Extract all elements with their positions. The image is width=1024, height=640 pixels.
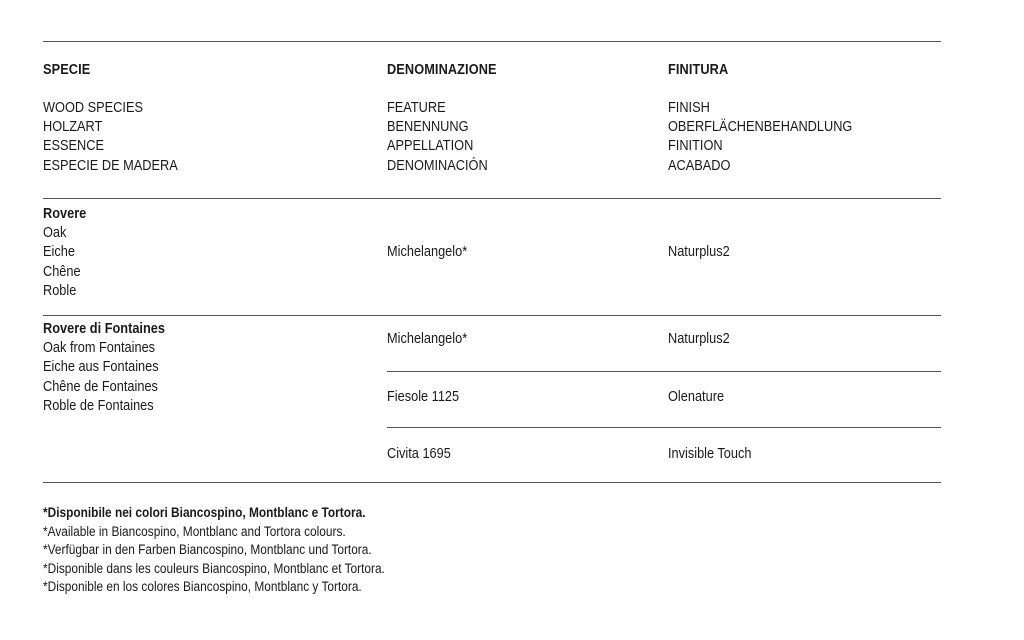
footnote-line: *Disponibile nei colori Biancospino, Montblanc e Tortora. xyxy=(43,505,366,520)
species-name: Rovere xyxy=(43,206,87,222)
feature-cell: Civita 1695 xyxy=(387,446,451,462)
species-translation: Chêne de Fontaines xyxy=(43,378,158,395)
finish-cell: Naturplus2 xyxy=(668,331,730,347)
header-feature-translations xyxy=(387,99,488,176)
feature-cell: Fiesole 1125 xyxy=(387,389,460,405)
header-finish-translation: FINITION xyxy=(668,138,723,155)
species-block-rovere xyxy=(43,205,86,301)
table-top-rule xyxy=(43,41,941,42)
finish-cell: Naturplus2 xyxy=(668,244,730,260)
header-feature-translation: DENOMINACIÓN xyxy=(387,157,488,174)
feature-cell: Michelangelo* xyxy=(387,331,468,347)
species-translation: Roble de Fontaines xyxy=(43,397,154,414)
finish-table-document xyxy=(43,0,941,640)
header-finish-translations xyxy=(668,99,852,176)
species-block-rovere-di-fontaines xyxy=(43,320,165,416)
footnotes xyxy=(43,504,385,597)
finish-cell: Invisible Touch xyxy=(668,446,752,462)
group-divider-rule xyxy=(43,315,941,316)
header-bottom-rule xyxy=(43,198,941,199)
header-species-translation: WOOD SPECIES xyxy=(43,100,143,116)
header-finish-title: FINITURA xyxy=(668,62,729,78)
species-translation: Roble xyxy=(43,282,77,299)
species-translation: Oak xyxy=(43,225,67,242)
header-feature-title: DENOMINAZIONE xyxy=(387,62,497,78)
species-translation: Chêne xyxy=(43,263,81,280)
feature-cell: Michelangelo* xyxy=(387,244,468,260)
species-translation: Eiche aus Fontaines xyxy=(43,359,159,376)
footnote-line: *Disponible en los colores Biancospino, Montblanc y Tortora. xyxy=(43,579,362,595)
header-species-title: SPECIE xyxy=(43,62,91,78)
row-divider-rule xyxy=(387,427,941,428)
footnote-line: *Available in Biancospino, Montblanc and Tortora colours. xyxy=(43,523,346,539)
header-finish-translation: FINISH xyxy=(668,100,710,116)
header-finish-translation: OBERFLÄCHENBEHANDLUNG xyxy=(668,119,853,136)
header-species-translations xyxy=(43,99,178,176)
table-bottom-rule xyxy=(43,482,941,483)
header-species-translation: ESSENCE xyxy=(43,138,104,155)
header-feature-translation: APPELLATION xyxy=(387,138,474,155)
header-species-translation: ESPECIE DE MADERA xyxy=(43,157,178,174)
finish-cell: Olenature xyxy=(668,389,725,405)
row-divider-rule xyxy=(387,371,941,372)
footnote-line: *Disponible dans les couleurs Biancospino, Montblanc et Tortora. xyxy=(43,560,385,576)
header-finish-translation: ACABADO xyxy=(668,157,731,174)
species-translation: Eiche xyxy=(43,244,75,261)
header-species-translation: HOLZART xyxy=(43,119,103,136)
header-feature-translation: BENENNUNG xyxy=(387,119,469,136)
footnote-line: *Verfügbar in den Farben Biancospino, Montblanc und Tortora. xyxy=(43,542,372,558)
header-feature-translation: FEATURE xyxy=(387,100,446,116)
species-translation: Oak from Fontaines xyxy=(43,340,156,357)
species-name: Rovere di Fontaines xyxy=(43,321,165,337)
